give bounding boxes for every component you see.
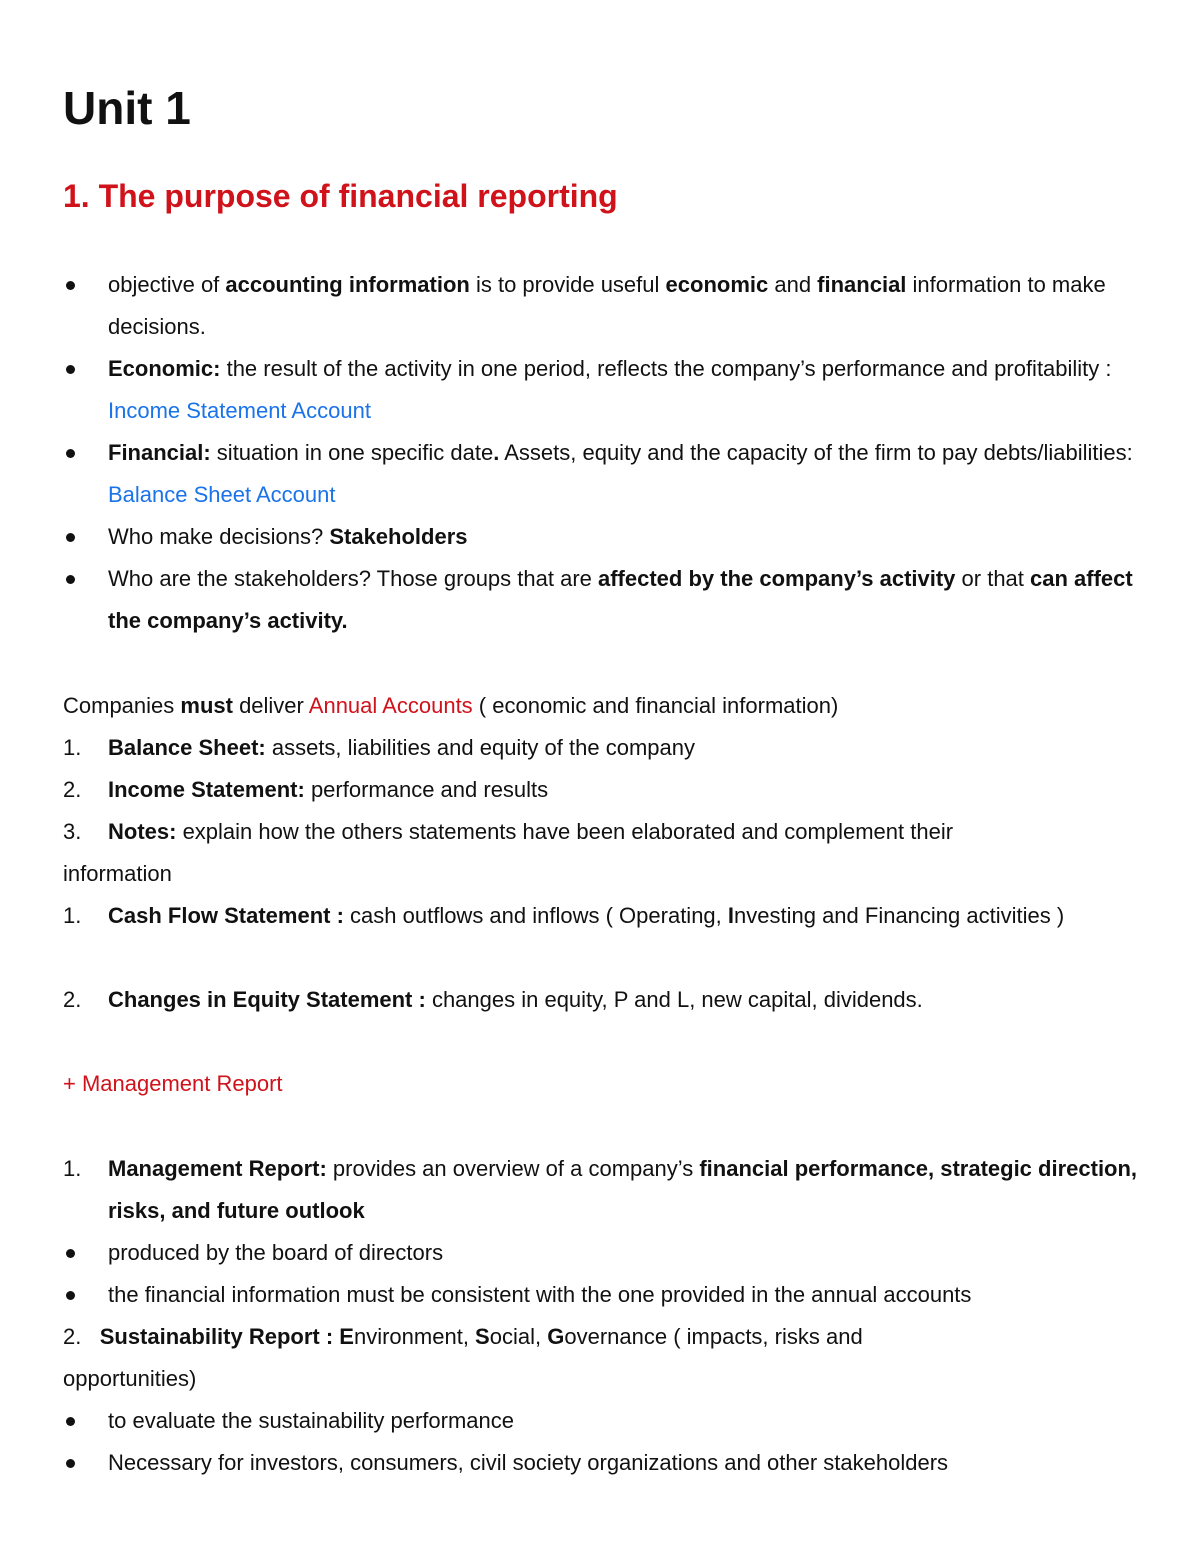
bold-text: Financial:: [108, 440, 211, 465]
bold-text: Notes:: [108, 819, 177, 844]
numbered-item: [63, 1148, 1153, 1232]
text: the result of the activity in one period, reflects the company’s performance and profitability :: [220, 356, 1112, 381]
text: explain how the others statements have been elaborated and complement their: [176, 819, 954, 844]
text: deliver: [232, 693, 309, 718]
text: ( economic and financial information): [472, 693, 839, 718]
bold-text: Sustainability Report :: [99, 1324, 340, 1349]
text: or that: [955, 566, 1031, 591]
list-item: [63, 516, 1153, 558]
paragraph: [63, 1316, 1153, 1358]
text: Companies: [63, 693, 181, 718]
management-heading: + Management Report: [63, 1071, 283, 1096]
numbered-item: [63, 979, 1153, 1021]
text: and: [768, 272, 818, 297]
page-title: Unit 1: [63, 82, 191, 134]
item-number: 1.: [63, 735, 82, 760]
text: provides an overview of a company’s: [326, 1156, 700, 1181]
bold-text: must: [180, 693, 233, 718]
bold-text: Cash Flow Statement :: [108, 903, 344, 928]
bold-text: financial performance, strategic direction, risks, and future outlook: [108, 1156, 1138, 1223]
item-number: 2.: [63, 777, 82, 802]
text: produced by the board of directors: [108, 1240, 444, 1265]
bold-text: S: [475, 1324, 490, 1349]
text: objective of: [108, 272, 226, 297]
bold-text: economic: [665, 272, 769, 297]
list-item: [63, 1232, 1153, 1274]
text: Who are the stakeholders? Those groups that are: [108, 566, 598, 591]
highlight-text: Income Statement Account: [108, 398, 371, 423]
text: Assets, equity and the capacity of the firm to pay debts/liabilities:: [499, 440, 1133, 465]
text: changes in equity, P and L, new capital, dividends.: [425, 987, 923, 1012]
text: ocial,: [489, 1324, 548, 1349]
bold-text: Management Report:: [108, 1156, 327, 1181]
bold-text: financial: [817, 272, 907, 297]
list-item: [63, 1442, 1153, 1484]
text: is to provide useful: [469, 272, 666, 297]
bold-text: can affect the company’s activity.: [108, 566, 1133, 633]
highlight-text: Balance Sheet Account: [108, 482, 336, 507]
bold-text: Balance Sheet:: [108, 735, 266, 760]
item-number: 2.: [63, 1324, 82, 1349]
bold-text: Economic:: [108, 356, 221, 381]
text: performance and results: [304, 777, 549, 802]
bold-text: I: [727, 903, 735, 928]
numbered-item: [63, 811, 1153, 853]
text: overnance ( impacts, risks and: [564, 1324, 863, 1349]
numbered-item: [63, 769, 1153, 811]
text: assets, liabilities and equity of the company: [265, 735, 695, 760]
list-item: [63, 264, 1153, 348]
list-item: [63, 1274, 1153, 1316]
list-item: [63, 432, 1153, 516]
item-number: 2.: [63, 987, 82, 1012]
highlight-text: Annual Accounts: [308, 693, 473, 718]
text: nvesting and Financing activities ): [734, 903, 1065, 928]
numbered-item: [63, 895, 1153, 937]
item-number: 3.: [63, 819, 82, 844]
item-number: 1.: [63, 903, 82, 928]
paragraph-continuation: information: [63, 861, 172, 886]
text: nvironment,: [353, 1324, 476, 1349]
text: the financial information must be consistent with the one provided in the annual accounts: [108, 1282, 972, 1307]
bold-text: affected by the company’s activity: [598, 566, 956, 591]
text: situation in one specific date: [210, 440, 494, 465]
paragraph-continuation: opportunities): [63, 1366, 197, 1391]
bold-text: Stakeholders: [329, 524, 468, 549]
text: to evaluate the sustainability performance: [108, 1408, 515, 1433]
item-number: 1.: [63, 1156, 82, 1181]
list-item: [63, 348, 1153, 432]
text: Necessary for investors, consumers, civil society organizations and other stakeholders: [108, 1450, 949, 1475]
list-item: [63, 1400, 1153, 1442]
text: Who make decisions?: [108, 524, 330, 549]
text: information to make decisions.: [108, 272, 1106, 339]
bold-text: accounting information: [225, 272, 470, 297]
paragraph: [63, 685, 1153, 727]
bold-text: E: [339, 1324, 354, 1349]
bold-text: Income Statement:: [108, 777, 305, 802]
numbered-item: [63, 727, 1153, 769]
bold-text: Changes in Equity Statement :: [108, 987, 426, 1012]
section-heading: 1. The purpose of financial reporting: [63, 178, 618, 214]
text: cash outflows and inflows ( Operating,: [343, 903, 728, 928]
list-item: [63, 558, 1153, 642]
bold-text: G: [547, 1324, 565, 1349]
bold-text: .: [493, 440, 500, 465]
